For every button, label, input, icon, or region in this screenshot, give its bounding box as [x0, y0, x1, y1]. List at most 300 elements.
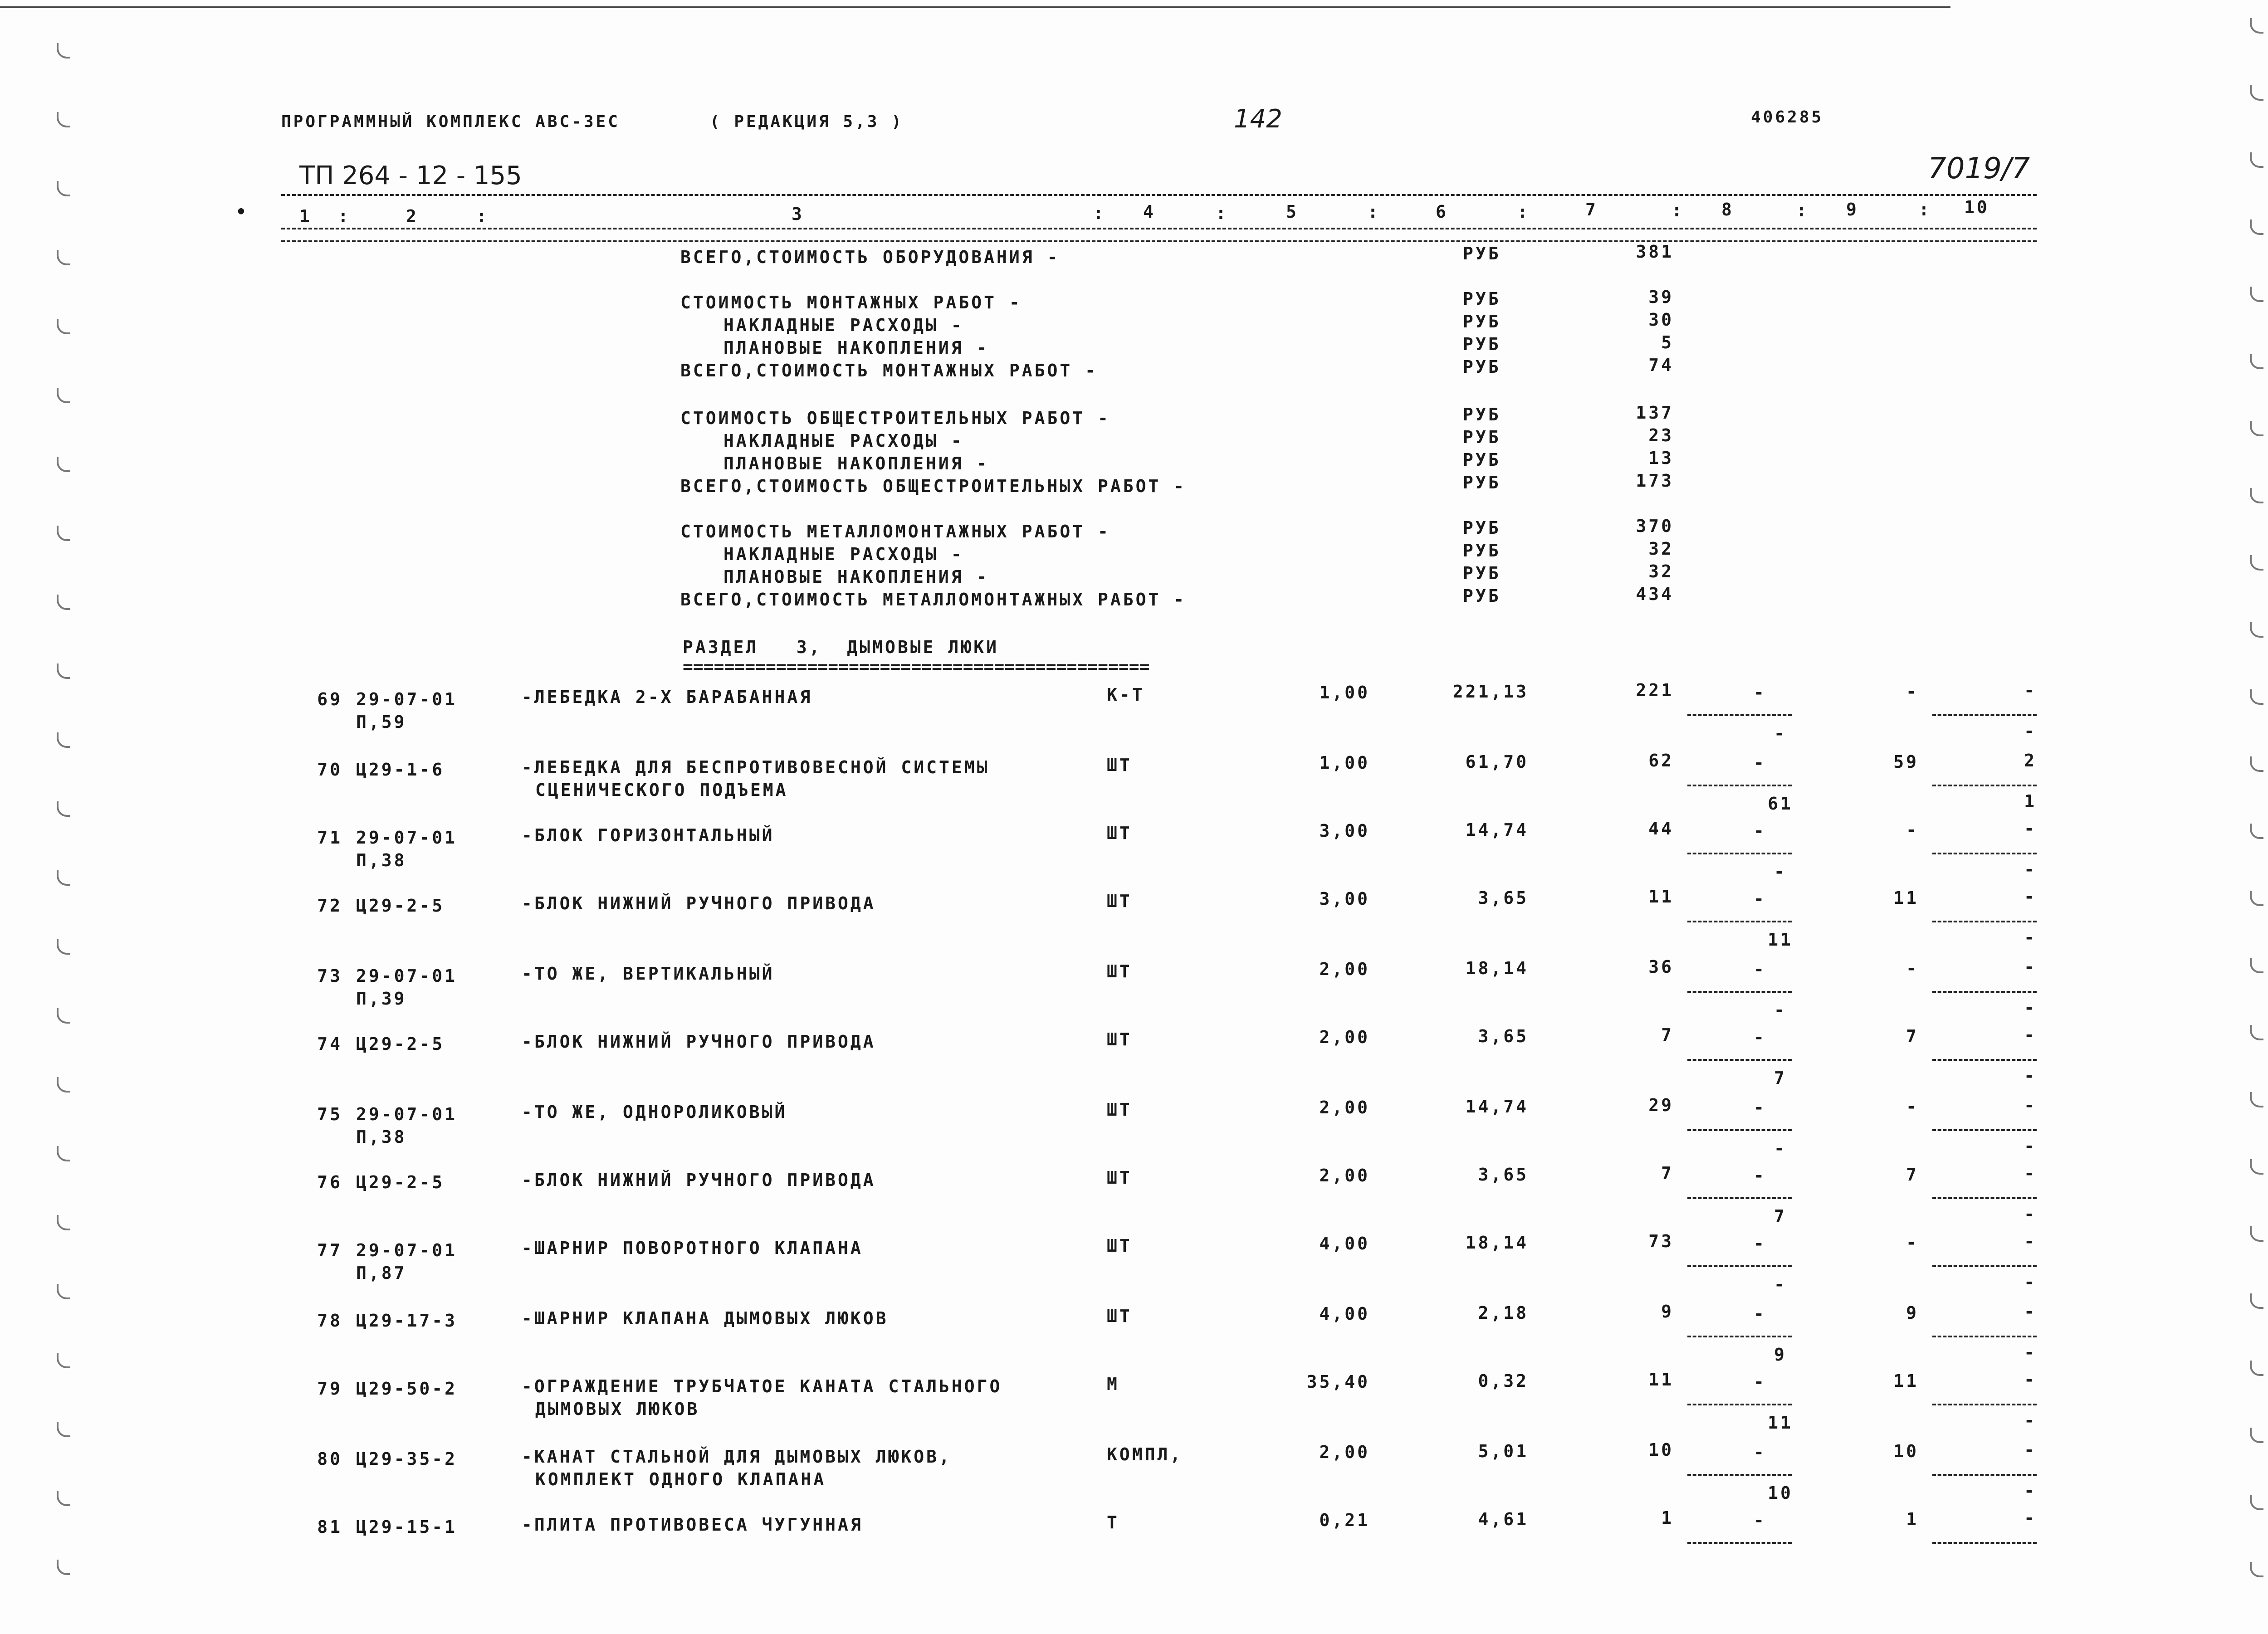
row-col10-bottom: - — [2024, 859, 2037, 879]
row-col10-rule — [1932, 1336, 2037, 1337]
row-col8-rule — [1687, 1542, 1792, 1544]
row-col8-rule — [1687, 1474, 1792, 1476]
row-name: -КАНАТ СТАЛЬНОЙ ДЛЯ ДЫМОВЫХ ЛЮКОВ, — [522, 1447, 952, 1467]
row-col10-rule — [1932, 1059, 2037, 1061]
row-price: 3,65 — [1478, 888, 1529, 908]
summary-unit: РУБ — [1463, 334, 1501, 354]
row-total: 62 — [1648, 751, 1674, 771]
row-col8-rule — [1687, 921, 1792, 922]
summary-unit: РУБ — [1463, 518, 1501, 538]
row-number: 72 — [317, 896, 342, 916]
summary-value: 137 — [1636, 403, 1674, 423]
row-code: Ц29-2-5 — [356, 1034, 445, 1054]
row-col8-rule — [1687, 785, 1792, 786]
summary-value: 5 — [1661, 332, 1674, 352]
edition-label: ( РЕДАКЦИЯ 5,3 ) — [710, 112, 904, 131]
row-col8-top: - — [1754, 821, 1766, 841]
col-5-number: 5 — [1286, 202, 1299, 222]
section-title: РАЗДЕЛ 3, ДЫМОВЫЕ ЛЮКИ — [683, 637, 999, 657]
summary-label: СТОИМОСТЬ МОНТАЖНЫХ РАБОТ - — [680, 293, 1022, 312]
row-number: 80 — [317, 1449, 342, 1469]
row-col10-rule — [1932, 853, 2037, 854]
row-price: 5,01 — [1478, 1441, 1529, 1461]
row-number: 69 — [317, 689, 342, 709]
row-col8-top: - — [1754, 683, 1766, 702]
row-col9: 11 — [1893, 1371, 1919, 1391]
summary-unit: РУБ — [1463, 541, 1501, 561]
row-col9: - — [1906, 958, 1919, 978]
row-name: -ЛЕБЕДКА ДЛЯ БЕСПРОТИВОВЕСНОЙ СИСТЕМЫ — [522, 757, 990, 777]
row-price: 4,61 — [1478, 1509, 1529, 1529]
row-code: Ц29-2-5 — [356, 1172, 445, 1192]
binder-hole — [57, 1560, 70, 1575]
row-col8-top: - — [1754, 1372, 1766, 1392]
row-name: -БЛОК НИЖНИЙ РУЧНОГО ПРИВОДА — [522, 893, 876, 913]
row-col10-top: - — [2024, 957, 2037, 977]
summary-unit: РУБ — [1463, 357, 1501, 377]
row-col10-top: - — [2024, 1095, 2037, 1115]
row-col10-rule — [1932, 1404, 2037, 1405]
row-unit: ШТ — [1107, 823, 1132, 843]
row-col10-top: - — [2024, 1440, 2037, 1460]
binder-hole — [2250, 85, 2263, 101]
row-code: Ц29-50-2 — [356, 1379, 458, 1399]
summary-value: 39 — [1648, 287, 1674, 307]
project-number: ТП 264 - 12 - 155 — [299, 161, 522, 190]
row-name: -БЛОК НИЖНИЙ РУЧНОГО ПРИВОДА — [522, 1170, 876, 1190]
binder-hole — [2250, 824, 2263, 839]
binder-hole — [2250, 958, 2263, 973]
summary-unit: РУБ — [1463, 244, 1501, 263]
row-col8-top: - — [1754, 1442, 1766, 1462]
summary-label: ВСЕГО,СТОИМОСТЬ ОБЩЕСТРОИТЕЛЬНЫХ РАБОТ - — [680, 476, 1187, 496]
document-code: 406285 — [1751, 108, 1824, 127]
row-name: -ОГРАЖДЕНИЕ ТРУБЧАТОЕ КАНАТА СТАЛЬНОГО — [522, 1376, 1002, 1396]
summary-label: НАКЛАДНЫЕ РАСХОДЫ - — [723, 544, 964, 564]
summary-unit: РУБ — [1463, 586, 1501, 606]
header-rule-bottom — [281, 240, 2037, 242]
col-3-number: 3 — [792, 204, 804, 224]
summary-value: 30 — [1648, 310, 1674, 330]
row-quantity: 3,00 — [1319, 889, 1370, 909]
row-unit: ШТ — [1107, 1306, 1132, 1326]
row-name-cont: ДЫМОВЫХ ЛЮКОВ — [535, 1399, 700, 1419]
row-code: 29-07-01 — [356, 1104, 458, 1124]
row-price: 14,74 — [1465, 820, 1529, 840]
row-col8-rule — [1687, 1404, 1792, 1405]
summary-value: 173 — [1636, 471, 1674, 491]
summary-label: ВСЕГО,СТОИМОСТЬ МЕТАЛЛОМОНТАЖНЫХ РАБОТ - — [680, 590, 1187, 610]
row-col8-bottom: - — [1774, 1000, 1787, 1020]
col-7-number: 7 — [1585, 200, 1598, 219]
summary-value: 370 — [1636, 516, 1674, 536]
row-code: 29-07-01 — [356, 966, 458, 986]
col-sep: : — [1216, 203, 1228, 223]
row-col8-top: - — [1754, 1097, 1766, 1117]
row-total: 11 — [1648, 1370, 1674, 1390]
binder-hole — [2250, 622, 2263, 638]
row-number: 74 — [317, 1034, 342, 1054]
row-col10-top: - — [2024, 819, 2037, 839]
binder-hole — [2250, 219, 2263, 235]
row-code: Ц29-15-1 — [356, 1517, 458, 1537]
binder-hole — [57, 1146, 70, 1161]
row-col8-bottom: - — [1774, 1138, 1787, 1158]
summary-value: 23 — [1648, 425, 1674, 445]
row-number: 79 — [317, 1379, 342, 1399]
row-col9: 9 — [1906, 1303, 1919, 1323]
row-quantity: 35,40 — [1306, 1372, 1370, 1392]
row-col9: - — [1906, 820, 1919, 840]
program-title: ПРОГРАММНЫЙ КОМПЛЕКС АВС-ЗЕС — [281, 112, 620, 131]
col-sep: : — [1517, 202, 1530, 222]
binder-hole — [57, 457, 70, 472]
summary-unit: РУБ — [1463, 427, 1501, 447]
row-quantity: 4,00 — [1319, 1234, 1370, 1254]
row-col10-rule — [1932, 921, 2037, 922]
row-quantity: 2,00 — [1319, 1097, 1370, 1117]
binder-hole — [57, 1422, 70, 1437]
row-name: -БЛОК ГОРИЗОНТАЛЬНЫЙ — [522, 825, 775, 845]
row-quantity: 4,00 — [1319, 1304, 1370, 1324]
summary-value: 434 — [1636, 584, 1674, 604]
row-price: 18,14 — [1465, 1233, 1529, 1253]
binder-hole — [57, 250, 70, 265]
col-2-number: 2 — [406, 206, 419, 226]
row-total: 1 — [1661, 1508, 1674, 1528]
row-col9: 7 — [1906, 1165, 1919, 1185]
binder-hole — [2250, 891, 2263, 906]
row-number: 70 — [317, 760, 342, 780]
row-quantity: 3,00 — [1319, 821, 1370, 841]
row-col8-bottom: 9 — [1774, 1345, 1787, 1365]
summary-label: ПЛАНОВЫЕ НАКОПЛЕНИЯ - — [723, 338, 989, 358]
summary-value: 32 — [1648, 561, 1674, 581]
row-col10-bottom: - — [2024, 1481, 2037, 1501]
row-price: 61,70 — [1465, 752, 1529, 772]
row-code: Ц29-2-5 — [356, 896, 445, 916]
binder-hole — [2250, 555, 2263, 571]
binder-hole — [57, 1353, 70, 1368]
summary-label: ПЛАНОВЫЕ НАКОПЛЕНИЯ - — [723, 567, 989, 587]
sheet-number: 7019/7 — [1928, 152, 2030, 185]
row-total: 7 — [1661, 1163, 1674, 1183]
row-col8-rule — [1687, 1336, 1792, 1337]
row-code-sub: П,87 — [356, 1263, 407, 1283]
row-unit: ШТ — [1107, 1168, 1132, 1188]
row-col8-bottom: - — [1774, 1274, 1787, 1294]
row-number: 81 — [317, 1517, 342, 1537]
row-col10-bottom: 1 — [2024, 791, 2037, 811]
binder-hole — [57, 1284, 70, 1299]
binder-hole — [57, 43, 70, 59]
row-total: 9 — [1661, 1302, 1674, 1322]
row-total: 7 — [1661, 1025, 1674, 1045]
row-unit: ШТ — [1107, 1236, 1132, 1256]
row-col9: - — [1906, 1233, 1919, 1253]
row-col10-top: - — [2024, 1231, 2037, 1251]
row-col9: 11 — [1893, 888, 1919, 908]
row-number: 71 — [317, 828, 342, 848]
row-code: Ц29-1-6 — [356, 760, 445, 780]
row-code: Ц29-35-2 — [356, 1449, 458, 1469]
summary-label: НАКЛАДНЫЕ РАСХОДЫ - — [723, 431, 964, 451]
row-col8-rule — [1687, 991, 1792, 993]
row-col8-rule — [1687, 1197, 1792, 1199]
row-total: 44 — [1648, 819, 1674, 839]
binder-hole — [57, 388, 70, 403]
row-col10-rule — [1932, 1129, 2037, 1131]
page-number: 142 — [1234, 104, 1282, 134]
col-sep: : — [1093, 203, 1106, 223]
summary-unit: РУБ — [1463, 563, 1501, 583]
summary-label: ВСЕГО,СТОИМОСТЬ МОНТАЖНЫХ РАБОТ - — [680, 361, 1098, 380]
row-total: 11 — [1648, 887, 1674, 907]
col-4-number: 4 — [1143, 202, 1156, 222]
row-name: -ТО ЖЕ, ОДНОРОЛИКОВЫЙ — [522, 1102, 787, 1122]
row-total: 36 — [1648, 957, 1674, 977]
col-9-number: 9 — [1846, 200, 1859, 219]
row-number: 73 — [317, 966, 342, 986]
summary-label: СТОИМОСТЬ ОБЩЕСТРОИТЕЛЬНЫХ РАБОТ - — [680, 408, 1110, 428]
row-price: 14,74 — [1465, 1097, 1529, 1117]
row-col8-top: - — [1754, 1304, 1766, 1324]
row-col8-rule — [1687, 853, 1792, 854]
binder-hole — [57, 1008, 70, 1024]
col-10-number: 10 — [1964, 197, 1989, 217]
summary-unit: РУБ — [1463, 312, 1501, 332]
row-col10-top: - — [2024, 1163, 2037, 1183]
row-total: 29 — [1648, 1095, 1674, 1115]
row-col8-top: - — [1754, 1510, 1766, 1530]
row-col8-bottom: - — [1774, 723, 1787, 743]
binder-hole — [2250, 1025, 2263, 1040]
col-1-number: 1 — [299, 206, 312, 226]
row-code-sub: П,38 — [356, 1127, 407, 1147]
row-col10-top: - — [2024, 887, 2037, 907]
summary-value: 32 — [1648, 539, 1674, 559]
row-col10-rule — [1932, 991, 2037, 993]
row-unit: ШТ — [1107, 891, 1132, 911]
binder-hole — [2250, 1495, 2263, 1510]
summary-unit: РУБ — [1463, 473, 1501, 493]
row-price: 0,32 — [1478, 1371, 1529, 1391]
binder-hole — [57, 526, 70, 541]
binder-hole — [2250, 354, 2263, 369]
row-code-sub: П,38 — [356, 850, 407, 870]
col-sep: : — [1368, 202, 1380, 222]
binder-hole — [2250, 1562, 2263, 1577]
header-rule-middle — [281, 228, 2037, 229]
row-col8-bottom: - — [1774, 862, 1787, 882]
binder-hole — [57, 319, 70, 334]
row-col8-bottom: 61 — [1768, 794, 1793, 814]
row-unit: К-Т — [1107, 685, 1145, 705]
row-code-sub: П,39 — [356, 989, 407, 1009]
row-col9: 7 — [1906, 1026, 1919, 1046]
row-name: -ШАРНИР КЛАПАНА ДЫМОВЫХ ЛЮКОВ — [522, 1308, 889, 1328]
col-sep: : — [1919, 200, 1931, 219]
binder-hole — [57, 801, 70, 817]
binder-hole — [2250, 421, 2263, 436]
binder-hole — [57, 1077, 70, 1093]
row-col8-top: - — [1754, 753, 1766, 773]
row-col8-top: - — [1754, 1166, 1766, 1185]
row-price: 3,65 — [1478, 1026, 1529, 1046]
row-number: 77 — [317, 1240, 342, 1260]
row-total: 221 — [1636, 680, 1674, 700]
row-col8-rule — [1687, 1059, 1792, 1061]
row-code: 29-07-01 — [356, 689, 458, 709]
binder-hole — [2250, 1428, 2263, 1443]
row-col10-bottom: - — [2024, 1342, 2037, 1362]
row-col10-top: - — [2024, 1302, 2037, 1322]
row-col8-rule — [1687, 714, 1792, 716]
row-quantity: 2,00 — [1319, 1442, 1370, 1462]
binder-hole — [2250, 1361, 2263, 1376]
row-col10-top: - — [2024, 680, 2037, 700]
binder-hole — [57, 939, 70, 955]
header-rule-top — [281, 194, 2037, 196]
binder-hole — [57, 181, 70, 196]
col-8-number: 8 — [1721, 200, 1734, 219]
row-unit: М — [1107, 1374, 1119, 1394]
row-name: -ТО ЖЕ, ВЕРТИКАЛЬНЫЙ — [522, 964, 775, 984]
row-code-sub: П,59 — [356, 712, 407, 732]
row-quantity: 2,00 — [1319, 1166, 1370, 1185]
row-name: -ШАРНИР ПОВОРОТНОГО КЛАПАНА — [522, 1238, 863, 1258]
row-col8-bottom: 11 — [1768, 1413, 1793, 1433]
summary-value: 13 — [1648, 448, 1674, 468]
row-col8-bottom: 7 — [1774, 1068, 1787, 1088]
row-code: 29-07-01 — [356, 828, 458, 848]
binder-hole — [2250, 756, 2263, 772]
row-total: 73 — [1648, 1231, 1674, 1251]
row-col8-bottom: 11 — [1768, 930, 1793, 950]
row-col8-rule — [1687, 1129, 1792, 1131]
row-col8-top: - — [1754, 959, 1766, 979]
col-sep: : — [338, 206, 351, 226]
row-code: 29-07-01 — [356, 1240, 458, 1260]
row-quantity: 0,21 — [1319, 1510, 1370, 1530]
row-price: 18,14 — [1465, 958, 1529, 978]
row-col10-rule — [1932, 1265, 2037, 1267]
row-price: 3,65 — [1478, 1165, 1529, 1185]
row-col9: - — [1906, 682, 1919, 702]
row-name: -ЛЕБЕДКА 2-Х БАРАБАННАЯ — [522, 687, 813, 707]
col-sep: : — [1672, 200, 1684, 220]
summary-label: ВСЕГО,СТОИМОСТЬ ОБОРУДОВАНИЯ - — [680, 247, 1060, 267]
binder-hole — [2250, 1293, 2263, 1309]
row-name-cont: СЦЕНИЧЕСКОГО ПОДЪЕМА — [535, 780, 788, 800]
col-sep: : — [1796, 200, 1809, 220]
row-col9: 59 — [1893, 752, 1919, 772]
row-col10-top: - — [2024, 1508, 2037, 1528]
binder-hole — [57, 1491, 70, 1506]
row-col10-bottom: - — [2024, 1410, 2037, 1430]
row-unit: ШТ — [1107, 961, 1132, 981]
summary-label: СТОИМОСТЬ МЕТАЛЛОМОНТАЖНЫХ РАБОТ - — [680, 522, 1110, 541]
row-quantity: 2,00 — [1319, 1027, 1370, 1047]
row-col10-rule — [1932, 714, 2037, 716]
row-col10-top: - — [2024, 1025, 2037, 1045]
row-col10-bottom: - — [2024, 1204, 2037, 1224]
row-col10-bottom: - — [2024, 1136, 2037, 1156]
row-col9: 1 — [1906, 1509, 1919, 1529]
row-number: 76 — [317, 1172, 342, 1192]
row-col10-rule — [1932, 785, 2037, 786]
binder-hole — [2250, 287, 2263, 302]
margin-dot: • — [236, 202, 249, 222]
row-col10-rule — [1932, 1197, 2037, 1199]
binder-hole — [57, 663, 70, 679]
row-col10-top: - — [2024, 1370, 2037, 1390]
binder-hole — [57, 112, 70, 127]
row-col8-top: - — [1754, 889, 1766, 909]
binder-hole — [2250, 1159, 2263, 1175]
row-col10-bottom: - — [2024, 1272, 2037, 1292]
row-name-cont: КОМПЛЕКТ ОДНОГО КЛАПАНА — [535, 1469, 826, 1489]
row-price: 221,13 — [1452, 682, 1529, 702]
row-col9: - — [1906, 1097, 1919, 1117]
row-name: -ПЛИТА ПРОТИВОВЕСА ЧУГУННАЯ — [522, 1515, 863, 1535]
row-number: 78 — [317, 1311, 342, 1331]
row-col8-top: - — [1754, 1027, 1766, 1047]
row-quantity: 1,00 — [1319, 753, 1370, 773]
binder-hole — [57, 870, 70, 886]
row-unit: ШТ — [1107, 1029, 1132, 1049]
section-underline: ============================================= — [683, 657, 1150, 677]
summary-label: НАКЛАДНЫЕ РАСХОДЫ - — [723, 315, 964, 335]
row-quantity: 2,00 — [1319, 959, 1370, 979]
row-price: 2,18 — [1478, 1303, 1529, 1323]
row-col9: 10 — [1893, 1441, 1919, 1461]
row-col8-top: - — [1754, 1234, 1766, 1254]
row-code: Ц29-17-3 — [356, 1311, 458, 1331]
binder-hole — [2250, 152, 2263, 168]
summary-value: 74 — [1648, 355, 1674, 375]
col-6-number: 6 — [1436, 202, 1448, 222]
summary-label: ПЛАНОВЫЕ НАКОПЛЕНИЯ - — [723, 454, 989, 473]
binder-hole — [2250, 689, 2263, 705]
summary-value: 381 — [1636, 242, 1674, 262]
binder-hole — [57, 732, 70, 748]
summary-unit: РУБ — [1463, 289, 1501, 309]
row-col10-top: 2 — [2024, 751, 2037, 771]
row-col8-bottom: 7 — [1774, 1206, 1787, 1226]
row-unit: Т — [1107, 1512, 1119, 1532]
row-col10-rule — [1932, 1474, 2037, 1476]
col-sep: : — [476, 206, 489, 226]
row-col10-bottom: - — [2024, 1066, 2037, 1086]
row-col10-bottom: - — [2024, 721, 2037, 741]
row-col10-rule — [1932, 1542, 2037, 1544]
top-edge-line — [0, 6, 1950, 8]
row-unit: ШТ — [1107, 1100, 1132, 1120]
row-number: 75 — [317, 1104, 342, 1124]
row-total: 10 — [1648, 1440, 1674, 1460]
row-col10-bottom: - — [2024, 998, 2037, 1018]
binder-hole — [2250, 18, 2263, 34]
row-col8-bottom: 10 — [1768, 1483, 1793, 1503]
row-name: -БЛОК НИЖНИЙ РУЧНОГО ПРИВОДА — [522, 1032, 876, 1052]
row-quantity: 1,00 — [1319, 683, 1370, 702]
summary-unit: РУБ — [1463, 450, 1501, 470]
row-unit: ШТ — [1107, 755, 1132, 775]
binder-hole — [57, 1215, 70, 1230]
binder-hole — [2250, 488, 2263, 503]
row-col8-rule — [1687, 1265, 1792, 1267]
